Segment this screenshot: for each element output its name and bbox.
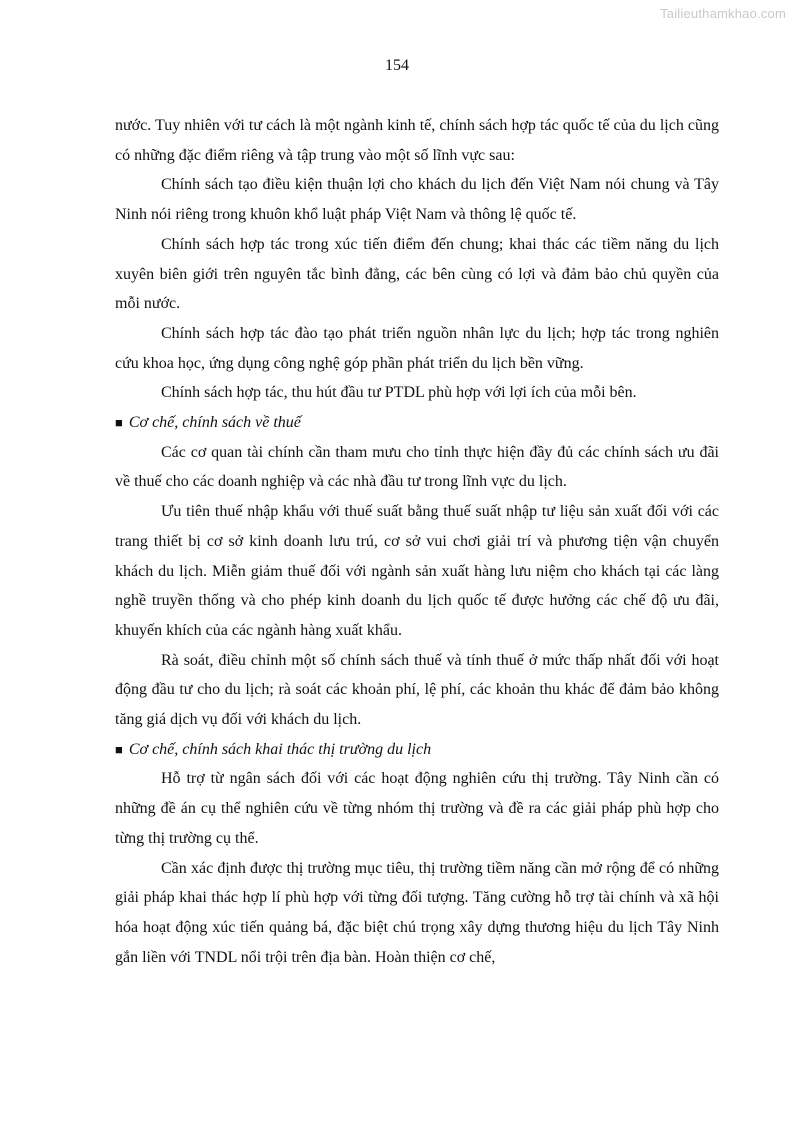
- page-number: 154: [385, 57, 409, 74]
- section-heading-text: Cơ chế, chính sách khai thác thị trường du lịch: [128, 740, 432, 758]
- paragraph: Chính sách hợp tác trong xúc tiến điểm đến chung; khai thác các tiềm năng du lịch xuyên biên giới trên nguyên tắc bình đẳng, các bên cùng có lợi và đảm bảo chủ quyền của mỗi nước.: [115, 235, 719, 313]
- square-bullet-icon: ■: [115, 415, 123, 431]
- paragraph: Chính sách hợp tác đào tạo phát triển nguồn nhân lực du lịch; hợp tác trong nghiên cứu khoa học, ứng dụng công nghệ góp phần phát triển du lịch bền vững.: [115, 324, 719, 372]
- section-heading-market: [115, 735, 719, 765]
- section-heading-tax: [115, 408, 719, 438]
- document-body: [115, 111, 719, 972]
- watermark: Tailieuthamkhao.com: [660, 6, 786, 21]
- paragraph: Hỗ trợ từ ngân sách đối với các hoạt động nghiên cứu thị trường. Tây Ninh cần có những đề án cụ thể nghiên cứu về từng nhóm thị trường và đề ra các giải pháp phù hợp cho từng thị trường cụ thể.: [115, 770, 719, 847]
- paragraph: Chính sách tạo điều kiện thuận lợi cho khách du lịch đến Việt Nam nói chung và Tây Ninh nói riêng trong khuôn khổ luật pháp Việt Nam và thông lệ quốc tế.: [115, 176, 719, 224]
- section-heading-text: Cơ chế, chính sách về thuế: [128, 414, 301, 432]
- paragraph: Các cơ quan tài chính cần tham mưu cho tỉnh thực hiện đầy đủ các chính sách ưu đãi về thuế cho các doanh nghiệp và các nhà đầu tư trong lĩnh vực du lịch.: [115, 443, 719, 491]
- paragraph: Rà soát, điều chỉnh một số chính sách thuế và tính thuế ở mức thấp nhất đối với hoạt động đầu tư cho du lịch; rà soát các khoản phí, lệ phí, các khoản thu khác để đảm bảo không tăng giá dịch vụ đối với khách du lịch.: [115, 651, 719, 729]
- paragraph: Ưu tiên thuế nhập khẩu với thuế suất bằng thuế suất nhập tư liệu sản xuất đối với các trang thiết bị cơ sở kinh doanh lưu trú, cơ sở vui chơi giải trí và phương tiện vận chuyển khách du lịch. Miễn giảm thuế đối với ngành sản xuất hàng lưu niệm cho khách tại các làng nghề truyền thống và cho phép kinh doanh du lịch quốc tế được hưởng các chế độ ưu đãi, khuyến khích của các ngành hàng xuất khẩu.: [115, 503, 719, 639]
- square-bullet-icon: ■: [115, 741, 123, 757]
- paragraph: Cần xác định được thị trường mục tiêu, thị trường tiềm năng cần mở rộng để có những giải pháp khai thác hợp lí phù hợp với từng đối tượng. Tăng cường hỗ trợ tài chính và xã hội hóa hoạt động xúc tiến quảng bá, đặc biệt chú trọng xây dựng thương hiệu du lịch Tây Ninh gắn liền với TNDL nổi trội trên địa bàn. Hoàn thiện cơ chế,: [115, 859, 719, 966]
- paragraph: Chính sách hợp tác, thu hút đầu tư PTDL phù hợp với lợi ích của mỗi bên.: [161, 384, 637, 402]
- paragraph: nước. Tuy nhiên với tư cách là một ngành kinh tế, chính sách hợp tác quốc tế của du lịch cũng có những đặc điểm riêng và tập trung vào một số lĩnh vực sau:: [115, 117, 719, 164]
